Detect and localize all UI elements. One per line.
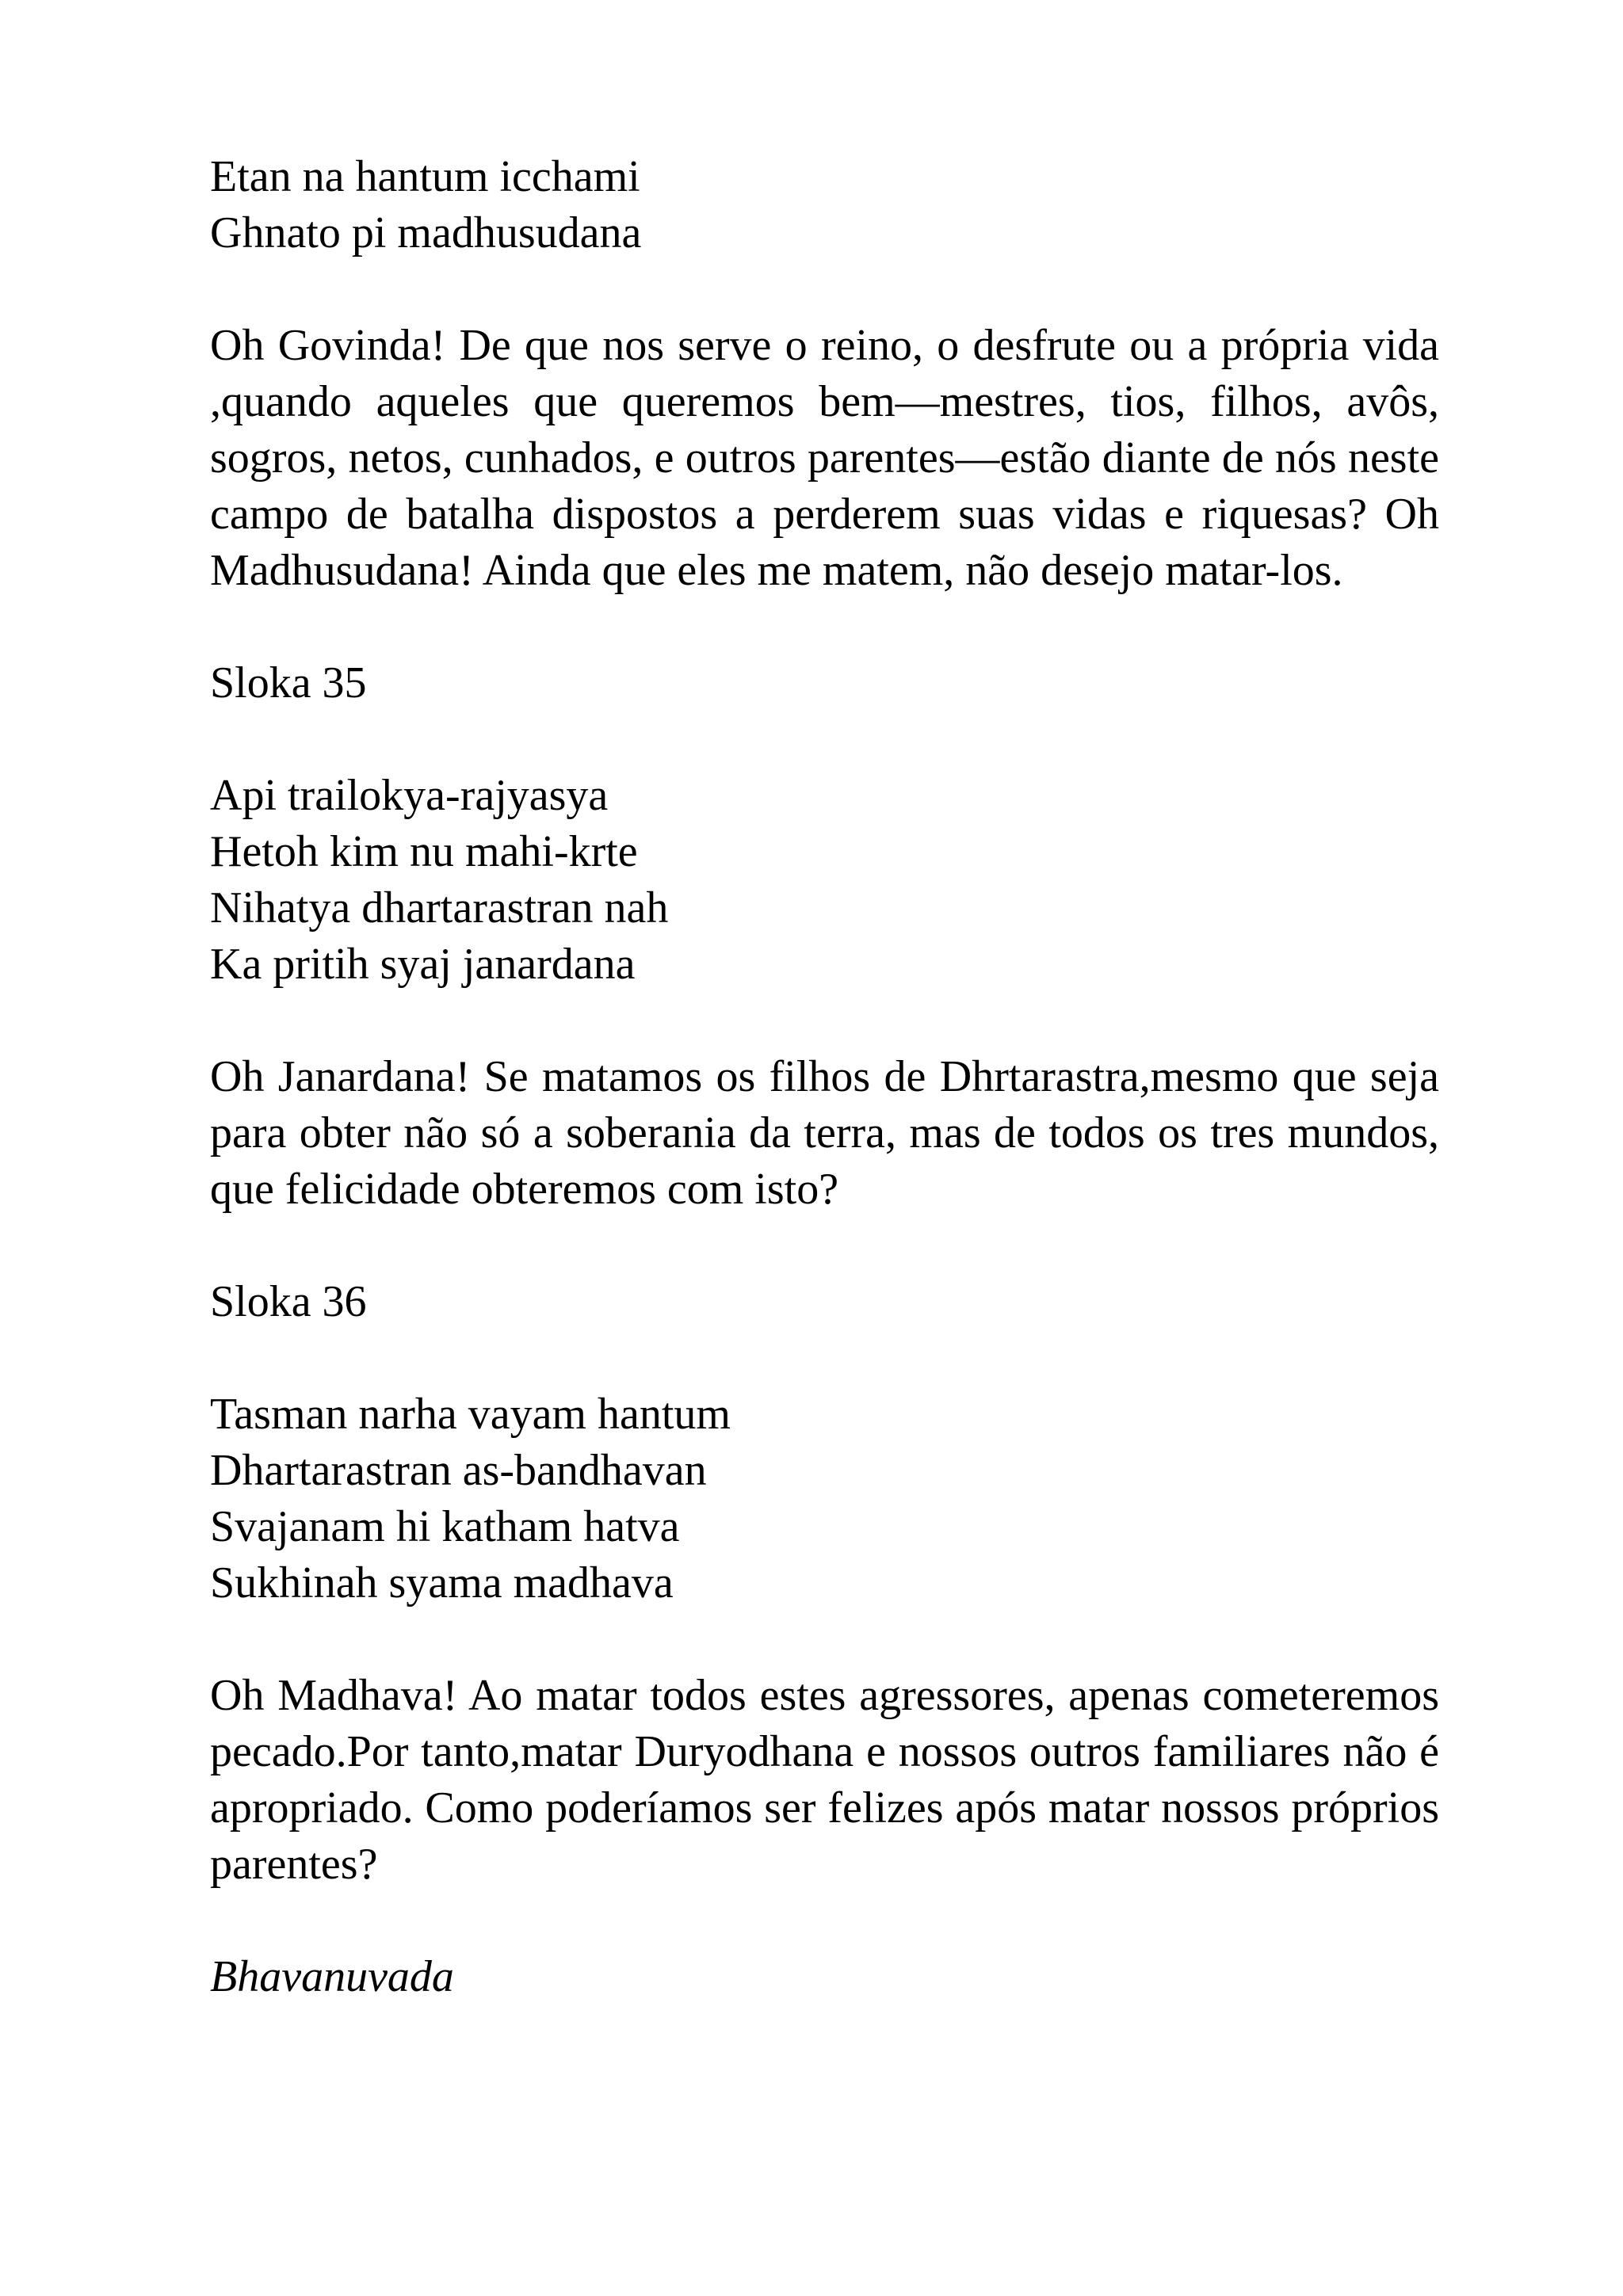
- translation-paragraph: Oh Govinda! De que nos serve o reino, o desfrute ou a própria vida ,quando aqueles que queremos bem—mestres, tios, filhos, avôs, sogros, netos, cunhados, e outros parentes—estão diante de nós neste campo de batalha dispostos a perderem suas vidas e riquesas? Oh Madhusudana! Ainda que eles me matem, não desejo matar-los.: [210, 321, 1439, 595]
- translation-paragraph: Oh Janardana! Se matamos os filhos de Dhrtarastra,mesmo que seja para obter não só a soberania da terra, mas de todos os tres mundos, que felicidade obteremos com isto?: [210, 1052, 1439, 1214]
- sloka-35-verse: [210, 768, 1439, 993]
- closing-label-block: [210, 1949, 1439, 2005]
- sloka-heading: Sloka 35: [210, 658, 367, 707]
- sloka-36-verse: [210, 1386, 1439, 1611]
- translation-paragraph: Oh Madhava! Ao matar todos estes agressores, apenas cometeremos pecado.Por tanto,matar Duryodhana e nossos outros familiares não é apropriado. Como poderíamos ser felizes após matar nossos próprios parentes?: [210, 1671, 1439, 1889]
- verse-34-tail: [210, 149, 1439, 261]
- verse-line: Ka pritih syaj janardana: [210, 940, 636, 989]
- sloka-heading: Sloka 36: [210, 1277, 367, 1326]
- verse-line: Etan na hantum icchami: [210, 152, 640, 201]
- sloka-36-translation: [210, 1668, 1439, 1893]
- verse-line: Dhartarastran as-bandhavan: [210, 1446, 707, 1495]
- verse-line: Ghnato pi madhusudana: [210, 208, 642, 257]
- verse-line: Nihatya dhartarastran nah: [210, 883, 669, 933]
- verse-line: Svajanam hi katham hatva: [210, 1502, 680, 1551]
- closing-label: Bhavanuvada: [210, 1952, 454, 2001]
- page-content: [210, 149, 1439, 2005]
- verse-line: Api trailokya-rajyasya: [210, 771, 609, 820]
- verse-line: Sukhinah syama madhava: [210, 1558, 674, 1608]
- sloka-36-heading-block: [210, 1274, 1439, 1330]
- verse-line: Tasman narha vayam hantum: [210, 1390, 731, 1439]
- verse-line: Hetoh kim nu mahi-krte: [210, 827, 638, 876]
- sloka-35-heading-block: [210, 655, 1439, 711]
- sloka-35-translation: [210, 1049, 1439, 1218]
- translation-34: [210, 318, 1439, 599]
